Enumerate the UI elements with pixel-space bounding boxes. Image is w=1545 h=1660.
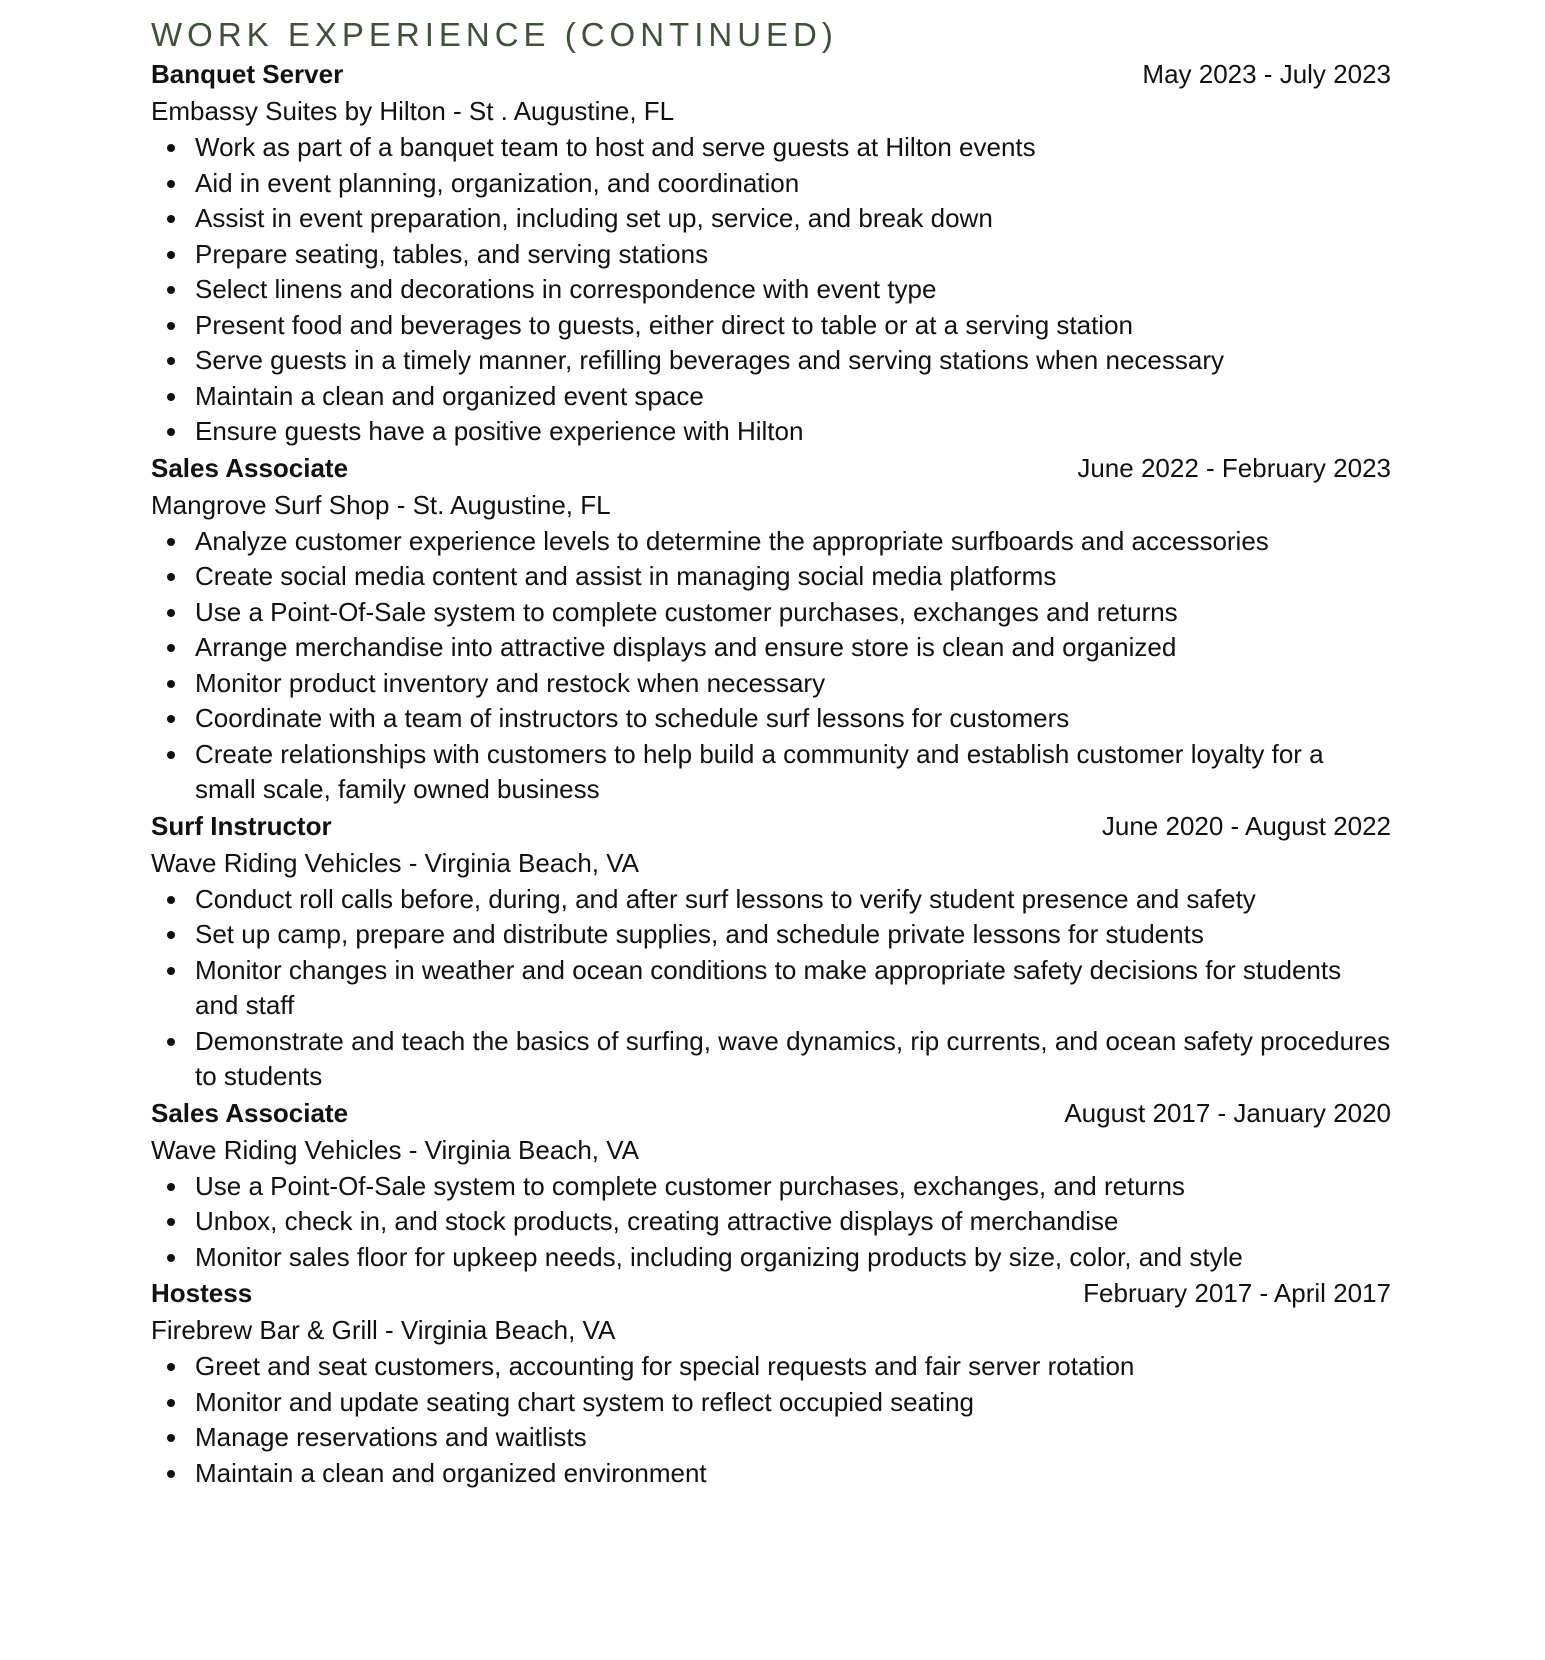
job-entry bbox=[151, 808, 1391, 1095]
bullet-text: Conduct roll calls before, during, and after surf lessons to verify student presence and safety bbox=[195, 883, 1256, 914]
bullet-icon bbox=[167, 393, 175, 401]
job-header bbox=[151, 1275, 1391, 1311]
bullet-icon bbox=[167, 967, 175, 975]
list-item bbox=[195, 166, 1391, 202]
list-item bbox=[195, 1240, 1391, 1276]
bullet-text: Assist in event preparation, including set up, service, and break down bbox=[195, 203, 993, 233]
list-item bbox=[195, 524, 1391, 560]
bullet-icon bbox=[167, 144, 175, 152]
bullet-text: Monitor sales floor for upkeep needs, including organizing products by size, color, and style bbox=[195, 1241, 1243, 1272]
bullet-icon bbox=[167, 715, 175, 723]
job-entry bbox=[151, 56, 1391, 450]
list-item bbox=[195, 130, 1391, 166]
job-title: Surf Instructor bbox=[151, 810, 332, 841]
list-item bbox=[195, 414, 1391, 450]
bullet-text: Work as part of a banquet team to host and serve guests at Hilton events bbox=[195, 132, 1036, 162]
bullet-text: Monitor product inventory and restock when necessary bbox=[195, 667, 826, 698]
bullet-text: Monitor and update seating chart system to reflect occupied seating bbox=[195, 1386, 974, 1417]
list-item bbox=[195, 595, 1391, 631]
bullet-text: Maintain a clean and organized event space bbox=[195, 380, 704, 411]
list-item bbox=[195, 1349, 1391, 1385]
job-entry bbox=[151, 1095, 1391, 1276]
bullet-icon bbox=[167, 1363, 175, 1371]
bullet-icon bbox=[167, 538, 175, 546]
bullet-text: Demonstrate and teach the basics of surfing, wave dynamics, rip currents, and ocean safety procedures to students bbox=[195, 1025, 1391, 1091]
job-header bbox=[151, 450, 1391, 486]
job-dates: June 2020 - August 2022 bbox=[1101, 810, 1391, 841]
job-bullets bbox=[151, 524, 1391, 808]
job-bullets bbox=[151, 1169, 1391, 1276]
job-entry bbox=[151, 450, 1391, 808]
list-item bbox=[195, 737, 1391, 808]
list-item bbox=[195, 343, 1391, 379]
bullet-text: Manage reservations and waitlists bbox=[195, 1422, 587, 1452]
list-item bbox=[195, 559, 1391, 595]
job-header bbox=[151, 808, 1391, 844]
bullet-text: Analyze customer experience levels to determine the appropriate surfboards and accessories bbox=[195, 525, 1269, 556]
bullet-text: Serve guests in a timely manner, refilling beverages and serving stations when necessary bbox=[195, 345, 1224, 375]
bullet-icon bbox=[167, 1183, 175, 1191]
bullet-text: Set up camp, prepare and distribute supplies, and schedule private lessons for students bbox=[195, 919, 1204, 949]
bullet-icon bbox=[167, 428, 175, 436]
bullet-icon bbox=[167, 322, 175, 330]
bullet-text: Prepare seating, tables, and serving stations bbox=[195, 238, 709, 269]
bullet-icon bbox=[167, 357, 175, 365]
list-item bbox=[195, 308, 1391, 344]
job-dates: June 2022 - February 2023 bbox=[1077, 452, 1391, 483]
bullet-text: Select linens and decorations in correspondence with event type bbox=[195, 274, 937, 304]
list-item bbox=[195, 1169, 1391, 1205]
bullet-icon bbox=[167, 1434, 175, 1442]
job-title: Sales Associate bbox=[151, 452, 349, 483]
list-item bbox=[195, 272, 1391, 308]
job-header bbox=[151, 1095, 1391, 1131]
bullet-icon bbox=[167, 644, 175, 652]
bullet-text: Unbox, check in, and stock products, creating attractive displays of merchandise bbox=[195, 1206, 1119, 1236]
list-item bbox=[195, 882, 1391, 918]
list-item bbox=[195, 1420, 1391, 1456]
list-item bbox=[195, 1385, 1391, 1421]
bullet-icon bbox=[167, 896, 175, 904]
job-dates: February 2017 - April 2017 bbox=[1083, 1278, 1391, 1308]
job-bullets bbox=[151, 130, 1391, 450]
list-item bbox=[195, 1456, 1391, 1492]
job-company: Mangrove Surf Shop - St. Augustine, FL bbox=[151, 489, 611, 520]
bullet-icon bbox=[167, 1254, 175, 1262]
bullet-text: Arrange merchandise into attractive displays and ensure store is clean and organized bbox=[195, 632, 1177, 662]
job-bullets bbox=[151, 1349, 1391, 1491]
bullet-icon bbox=[167, 1038, 175, 1046]
job-company: Firebrew Bar & Grill - Virginia Beach, VA bbox=[151, 1315, 616, 1345]
bullet-text: Greet and seat customers, accounting for special requests and fair server rotation bbox=[195, 1351, 1135, 1381]
bullet-text: Create relationships with customers to help build a community and establish customer loyalty for a small scale, family owned business bbox=[195, 738, 1324, 804]
bullet-icon bbox=[167, 1218, 175, 1226]
list-item bbox=[195, 379, 1391, 415]
bullet-text: Use a Point-Of-Sale system to complete customer purchases, exchanges and returns bbox=[195, 596, 1178, 627]
job-company: Wave Riding Vehicles - Virginia Beach, VA bbox=[151, 1134, 639, 1165]
bullet-icon bbox=[167, 286, 175, 294]
bullet-text: Present food and beverages to guests, either direct to table or at a serving station bbox=[195, 309, 1134, 340]
bullet-icon bbox=[167, 609, 175, 617]
bullet-icon bbox=[167, 251, 175, 259]
job-entry bbox=[151, 1275, 1391, 1491]
list-item bbox=[195, 1024, 1391, 1095]
list-item bbox=[195, 237, 1391, 273]
bullet-icon bbox=[167, 215, 175, 223]
bullet-icon bbox=[167, 573, 175, 581]
job-company: Embassy Suites by Hilton - St . Augustine, FL bbox=[151, 96, 675, 126]
job-title: Banquet Server bbox=[151, 59, 344, 89]
job-dates: May 2023 - July 2023 bbox=[1142, 59, 1391, 89]
bullet-icon bbox=[167, 680, 175, 688]
bullet-text: Ensure guests have a positive experience with Hilton bbox=[195, 416, 804, 446]
bullet-icon bbox=[167, 180, 175, 188]
list-item bbox=[195, 917, 1391, 953]
jobs-list bbox=[151, 56, 1391, 1491]
bullet-text: Create social media content and assist in managing social media platforms bbox=[195, 561, 1057, 591]
job-header bbox=[151, 56, 1391, 92]
bullet-text: Aid in event planning, organization, and coordination bbox=[195, 167, 800, 198]
job-company: Wave Riding Vehicles - Virginia Beach, VA bbox=[151, 847, 639, 878]
job-dates: August 2017 - January 2020 bbox=[1064, 1097, 1391, 1128]
job-title: Sales Associate bbox=[151, 1097, 349, 1128]
list-item bbox=[195, 701, 1391, 737]
list-item bbox=[195, 201, 1391, 237]
bullet-icon bbox=[167, 1399, 175, 1407]
bullet-text: Coordinate with a team of instructors to schedule surf lessons for customers bbox=[195, 703, 1070, 733]
list-item bbox=[195, 1204, 1391, 1240]
bullet-text: Maintain a clean and organized environment bbox=[195, 1457, 707, 1488]
section-title: WORK EXPERIENCE (CONTINUED) bbox=[151, 16, 838, 53]
list-item bbox=[195, 630, 1391, 666]
list-item bbox=[195, 666, 1391, 702]
list-item bbox=[195, 953, 1391, 1024]
bullet-icon bbox=[167, 931, 175, 939]
job-bullets bbox=[151, 882, 1391, 1095]
bullet-icon bbox=[167, 1470, 175, 1478]
resume-page bbox=[151, 0, 1391, 1491]
bullet-text: Use a Point-Of-Sale system to complete customer purchases, exchanges, and returns bbox=[195, 1170, 1185, 1201]
job-title: Hostess bbox=[151, 1278, 253, 1308]
bullet-text: Monitor changes in weather and ocean conditions to make appropriate safety decisions for students and staff bbox=[195, 954, 1342, 1020]
bullet-icon bbox=[167, 751, 175, 759]
